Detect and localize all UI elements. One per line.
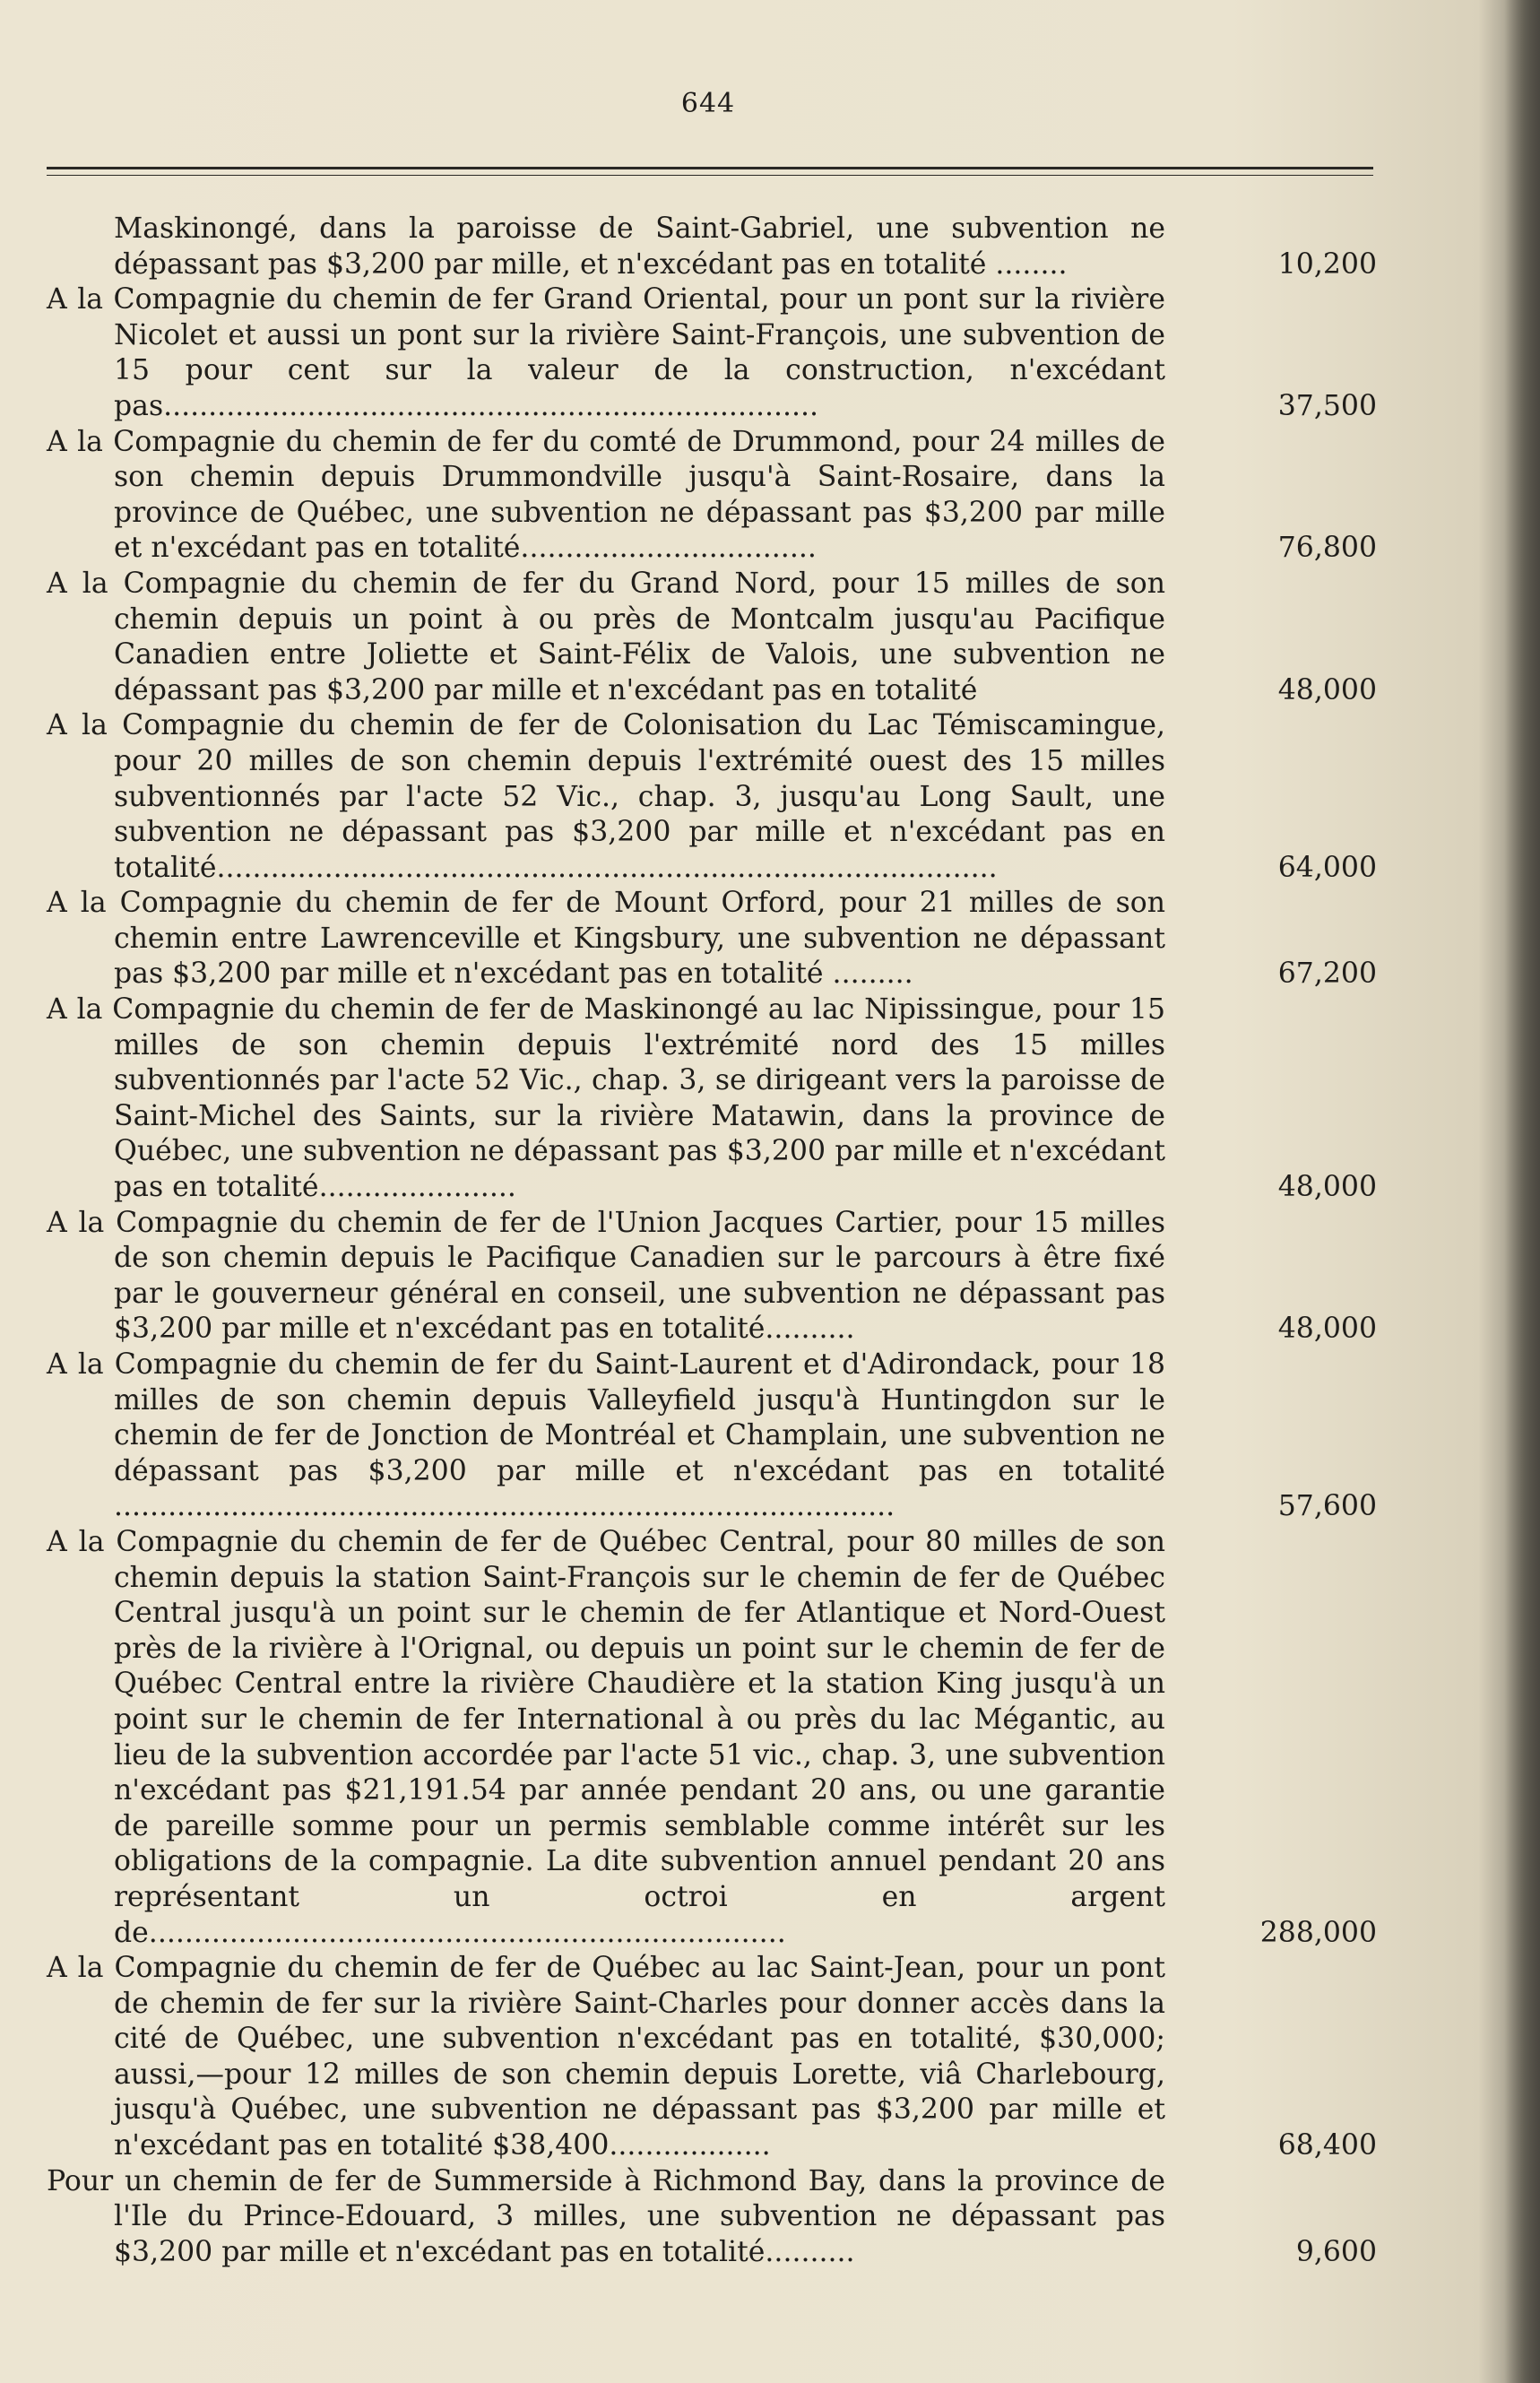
entry-amount: 48,000 xyxy=(1277,1313,1377,1346)
subsidy-entry xyxy=(47,1951,1377,2164)
entry-amount: 9,600 xyxy=(1295,2235,1377,2268)
entry-text: A la Compagnie du chemin de fer de Québec au lac Saint-Jean, pour un pont de chemin de fer sur la rivière Saint-Charles pour donner accès dans la cité de Québec, une subvention n'excédant pas en totalité, $30,000; aussi,—pour 12 milles de son chemin depuis Lorette, viâ Charlebourg, jusqu'à Québec, une subvention ne dépassant pas $3,200 par mille et n'excédant pas en totalité $38,400.................. xyxy=(47,1952,1165,2162)
entry-amount: 288,000 xyxy=(1259,1916,1377,1949)
subsidy-entry xyxy=(47,425,1377,567)
entry-text: A la Compagnie du chemin de fer de Maskinongé au lac Nipissingue, pour 15 milles de son chemin depuis l'extrémité nord des 15 milles subventionnés par l'acte 52 Vic., chap. 3, se dirigeant vers la paroisse de Saint-Michel des Saints, sur la rivière Matawin, dans la province de Québec, une subvention ne dépassant pas $3,200 par mille et n'excédant pas en totalité...................... xyxy=(47,993,1165,1204)
subsidy-entry xyxy=(47,1347,1377,1525)
entry-text: A la Compagnie du chemin de fer du Saint-Laurent et d'Adirondack, pour 18 milles de son chemin depuis Valleyfield jusqu'à Huntingdon sur le chemin de fer de Jonction de Montréal et Champlain, une subvention ne dépassant pas $3,200 par mille et n'excédant pas en totalité ....................................................................................... xyxy=(47,1348,1165,1523)
subsidy-entry xyxy=(47,212,1377,282)
entry-amount: 48,000 xyxy=(1277,1171,1377,1204)
subsidy-entry xyxy=(47,567,1377,708)
entry-text: A la Compagnie du chemin de fer de l'Union Jacques Cartier, pour 15 milles de son chemin depuis le Pacifique Canadien sur le parcours à être fixé par le gouverneur général en conseil, une subvention ne dépassant pas $3,200 par mille et n'excédant pas en totalité.......... xyxy=(47,1206,1165,1346)
entry-amount: 67,200 xyxy=(1277,958,1377,991)
entry-text: Pour un chemin de fer de Summerside à Richmond Bay, dans la province de l'Ile du Prince-Edouard, 3 milles, une subvention ne dépassant pas $3,200 par mille et n'excédant pas en totalité.......... xyxy=(47,2164,1165,2268)
entry-amount: 48,000 xyxy=(1277,673,1377,706)
subsidy-entry xyxy=(47,2164,1377,2271)
entry-amount: 76,800 xyxy=(1277,532,1377,565)
entry-text: A la Compagnie du chemin de fer de Québec Central, pour 80 milles de son chemin depuis la station Saint-François sur le chemin de fer de Québec Central jusqu'à un point sur le chemin de fer Atlantique et Nord-Ouest près de la rivière à l'Orignal, ou depuis un point sur le chemin de fer de Québec Central entre la rivière Chaudière et la station King jusqu'à un point sur le chemin de fer International à ou près du lac Mégantic, au lieu de la subvention accordée par l'acte 51 vic., chap. 3, une subvention n'excédant pas $21,191.54 par année pendant 20 ans, ou une garantie de pareille somme pour un permis semblable comme intérêt sur les obligations de la compagnie. La dite subvention annuel pendant 20 ans représentant un octroi en argent de....................................................................... xyxy=(47,1525,1165,1949)
entry-amount: 68,400 xyxy=(1277,2129,1377,2162)
subsidy-list xyxy=(47,212,1377,2270)
subsidy-entry xyxy=(47,1206,1377,1347)
subsidy-entry xyxy=(47,282,1377,424)
header-rule-thin xyxy=(47,175,1373,176)
entry-amount: 64,000 xyxy=(1277,851,1377,884)
entry-text: A la Compagnie du chemin de fer du comté de Drummond, pour 24 milles de son chemin depuis Drummondville jusqu'à Saint-Rosaire, dans la province de Québec, une subvention ne dépassant pas $3,200 par mille et n'excédant pas en totalité................................. xyxy=(47,425,1165,565)
subsidy-entry xyxy=(47,886,1377,992)
entry-text: A la Compagnie du chemin de fer de Colonisation du Lac Témiscamingue, pour 20 milles de son chemin depuis l'extrémité ouest des 15 milles subventionnés par l'acte 52 Vic., chap. 3, jusqu'au Long Sault, une subvention ne dépassant pas $3,200 par mille et n'excédant pas en totalité....................................................................................... xyxy=(47,709,1165,884)
subsidy-entry xyxy=(47,1525,1377,1951)
entry-amount: 57,600 xyxy=(1277,1490,1377,1523)
entry-amount: 37,500 xyxy=(1277,389,1377,422)
entry-text: A la Compagnie du chemin de fer Grand Oriental, pour un pont sur la rivière Nicolet et aussi un pont sur la rivière Saint-François, une subvention de 15 pour cent sur la valeur de la construction, n'excédant pas......................................................................... xyxy=(47,283,1165,422)
subsidy-entry xyxy=(47,992,1377,1206)
page-number: 644 xyxy=(680,88,736,119)
entry-amount: 10,200 xyxy=(1277,247,1377,281)
entry-text: A la Compagnie du chemin de fer du Grand Nord, pour 15 milles de son chemin depuis un point à ou près de Montcalm jusqu'au Pacifique Canadien entre Joliette et Saint-Félix de Valois, une subvention ne dépassant pas $3,200 par mille et n'excédant pas en totalité xyxy=(47,567,1165,706)
header-rule xyxy=(47,167,1373,169)
entry-text: A la Compagnie du chemin de fer de Mount Orford, pour 21 milles de son chemin entre Lawrenceville et Kingsbury, une subvention ne dépassant pas $3,200 par mille et n'excédant pas en totalité ......... xyxy=(47,887,1165,991)
entry-text: Maskinongé, dans la paroisse de Saint-Gabriel, une subvention ne dépassant pas $3,200 par mille, et n'excédant pas en totalité ........ xyxy=(114,212,1165,281)
page-binding-edge xyxy=(1504,0,1540,2383)
subsidy-entry xyxy=(47,708,1377,886)
